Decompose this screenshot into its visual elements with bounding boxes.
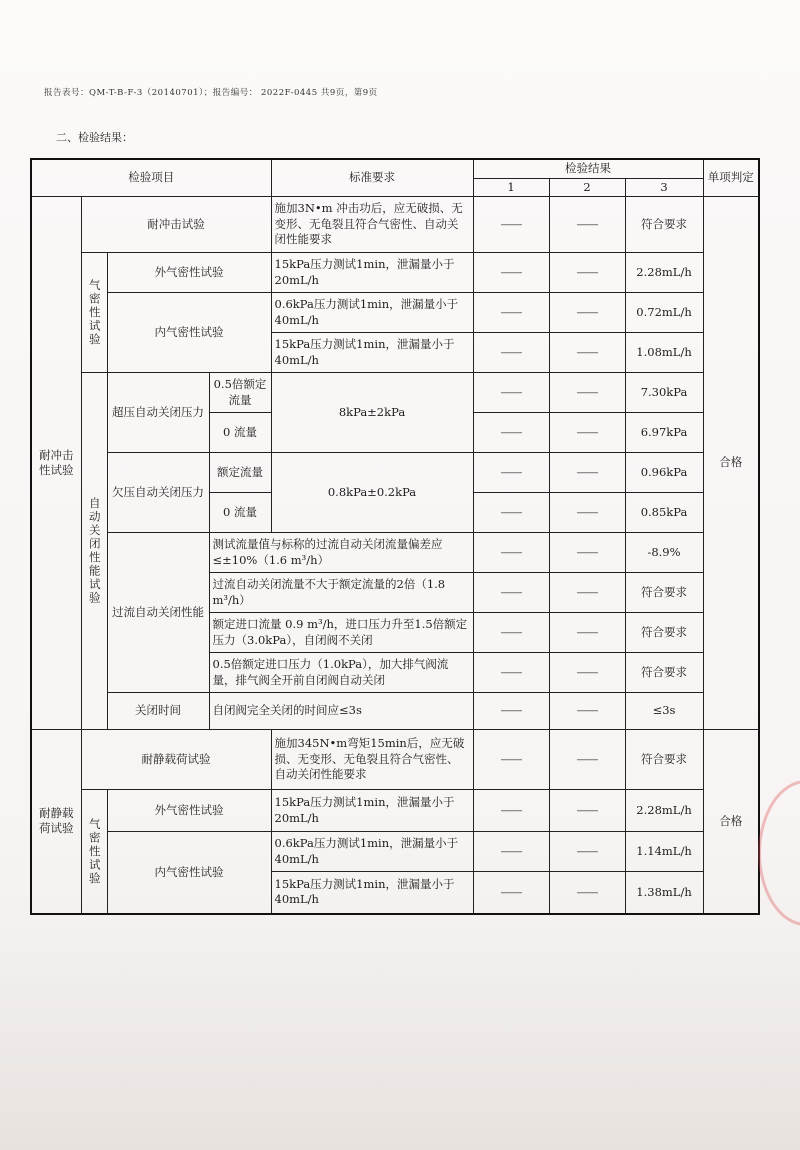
overflow-standard-3: 额定进口流量 0.9 m³/h，进口压力升至1.5倍额定压力（3.0kPa），自闭阀不关闭 (209, 613, 473, 653)
paper-shadow (0, 920, 800, 1150)
result-cell: —— (473, 413, 549, 453)
impact-inner-airtight-label: 内气密性试验 (107, 293, 271, 373)
impact-outer-airtight-standard: 15kPa压力测试1min，泄漏量小于20mL/h (271, 253, 473, 293)
close-time-label: 关闭时间 (107, 693, 209, 730)
over-pressure-result-2: 6.97kPa (625, 413, 703, 453)
overflow-standard-2: 过流自动关闭流量不大于额定流量的2倍（1.8 m³/h） (209, 573, 473, 613)
close-time-result: ≤3s (625, 693, 703, 730)
section-title: 二、检验结果： (56, 131, 133, 144)
report-header-line: 报告表号：QM-T-B-F-3（20140701）；报告编号： 2022F-0445 共9页，第9页 (44, 88, 378, 98)
group-static: 耐静载荷试验 (31, 730, 81, 914)
impact-test-standard: 施加3N•m 冲击功后，应无破损、无变形、无龟裂且符合气密性、自动关闭性能要求 (271, 197, 473, 253)
static-verdict: 合格 (703, 730, 759, 914)
static-inner-airtight-label: 内气密性试验 (107, 832, 271, 914)
result-cell: —— (549, 653, 625, 693)
result-cell: —— (549, 333, 625, 373)
static-outer-airtight-result: 2.28mL/h (625, 790, 703, 832)
overflow-result-1: -8.9% (625, 533, 703, 573)
over-pressure-cond-1: 0.5倍额定流量 (209, 373, 271, 413)
impact-inner-airtight-result-2: 1.08mL/h (625, 333, 703, 373)
overflow-result-2: 符合要求 (625, 573, 703, 613)
result-cell: —— (549, 573, 625, 613)
results-table (30, 158, 760, 915)
result-cell: —— (473, 730, 549, 790)
result-cell: —— (473, 790, 549, 832)
impact-inner-airtight-standard-1: 0.6kPa压力测试1min，泄漏量小于40mL/h (271, 293, 473, 333)
col-header-results: 检验结果 (473, 159, 703, 178)
under-pressure-result-2: 0.85kPa (625, 493, 703, 533)
col-header-item: 检验项目 (31, 159, 271, 197)
impact-airtight-group: 气密性试验 (81, 253, 107, 373)
static-inner-airtight-standard-1: 0.6kPa压力测试1min，泄漏量小于40mL/h (271, 832, 473, 872)
result-cell: —— (549, 730, 625, 790)
result-cell: —— (473, 253, 549, 293)
result-cell: —— (473, 832, 549, 872)
static-inner-airtight-standard-2: 15kPa压力测试1min，泄漏量小于40mL/h (271, 872, 473, 914)
static-test-standard: 施加345N•m弯矩15min后，应无破损、无变形、无龟裂且符合气密性、自动关闭性能要求 (271, 730, 473, 790)
col-header-standard: 标准要求 (271, 159, 473, 197)
overflow-standard-4: 0.5倍额定进口压力（1.0kPa），加大排气阀流量，排气阀全开前自闭阀自动关闭 (209, 653, 473, 693)
group-impact: 耐冲击性试验 (31, 197, 81, 730)
result-cell: —— (549, 293, 625, 333)
impact-test-label: 耐冲击试验 (81, 197, 271, 253)
result-cell: —— (473, 493, 549, 533)
result-cell: —— (473, 872, 549, 914)
col-header-verdict: 单项判定 (703, 159, 759, 197)
result-cell: —— (473, 613, 549, 653)
col-header-result-2: 2 (549, 178, 625, 197)
result-cell: —— (549, 253, 625, 293)
result-cell: —— (549, 790, 625, 832)
close-time-standard: 自闭阀完全关闭的时间应≤3s (209, 693, 473, 730)
result-cell: —— (473, 573, 549, 613)
result-cell: —— (549, 373, 625, 413)
col-header-result-1: 1 (473, 178, 549, 197)
col-header-result-3: 3 (625, 178, 703, 197)
over-pressure-standard: 8kPa±2kPa (271, 373, 473, 453)
result-cell: —— (549, 613, 625, 653)
result-cell: —— (549, 832, 625, 872)
impact-verdict: 合格 (703, 197, 759, 730)
result-cell: —— (549, 693, 625, 730)
result-cell: —— (473, 293, 549, 333)
static-outer-airtight-standard: 15kPa压力测试1min，泄漏量小于20mL/h (271, 790, 473, 832)
result-cell: —— (473, 333, 549, 373)
under-pressure-standard: 0.8kPa±0.2kPa (271, 453, 473, 533)
result-cell: —— (549, 197, 625, 253)
under-pressure-result-1: 0.96kPa (625, 453, 703, 493)
under-pressure-label: 欠压自动关闭压力 (107, 453, 209, 533)
result-cell: —— (473, 653, 549, 693)
static-inner-airtight-result-2: 1.38mL/h (625, 872, 703, 914)
result-cell: —— (549, 453, 625, 493)
overflow-label: 过流自动关闭性能 (107, 533, 209, 693)
result-cell: —— (473, 693, 549, 730)
impact-test-result: 符合要求 (625, 197, 703, 253)
result-cell: —— (473, 197, 549, 253)
overflow-standard-1: 测试流量值与标称的过流自动关闭流量偏差应≤±10%（1.6 m³/h） (209, 533, 473, 573)
under-pressure-cond-1: 额定流量 (209, 453, 271, 493)
result-cell: —— (549, 413, 625, 453)
static-inner-airtight-result-1: 1.14mL/h (625, 832, 703, 872)
static-airtight-group: 气密性试验 (81, 790, 107, 914)
impact-outer-airtight-result: 2.28mL/h (625, 253, 703, 293)
impact-inner-airtight-standard-2: 15kPa压力测试1min，泄漏量小于40mL/h (271, 333, 473, 373)
overflow-result-4: 符合要求 (625, 653, 703, 693)
result-cell: —— (549, 872, 625, 914)
auto-close-group: 自动关闭性能试验 (81, 373, 107, 730)
result-cell: —— (473, 373, 549, 413)
result-cell: —— (473, 453, 549, 493)
result-cell: —— (549, 493, 625, 533)
over-pressure-result-1: 7.30kPa (625, 373, 703, 413)
overflow-result-3: 符合要求 (625, 613, 703, 653)
static-outer-airtight-label: 外气密性试验 (107, 790, 271, 832)
static-test-result: 符合要求 (625, 730, 703, 790)
over-pressure-label: 超压自动关闭压力 (107, 373, 209, 453)
under-pressure-cond-2: 0 流量 (209, 493, 271, 533)
over-pressure-cond-2: 0 流量 (209, 413, 271, 453)
impact-outer-airtight-label: 外气密性试验 (107, 253, 271, 293)
static-test-label: 耐静载荷试验 (81, 730, 271, 790)
result-cell: —— (549, 533, 625, 573)
impact-inner-airtight-result-1: 0.72mL/h (625, 293, 703, 333)
result-cell: —— (473, 533, 549, 573)
